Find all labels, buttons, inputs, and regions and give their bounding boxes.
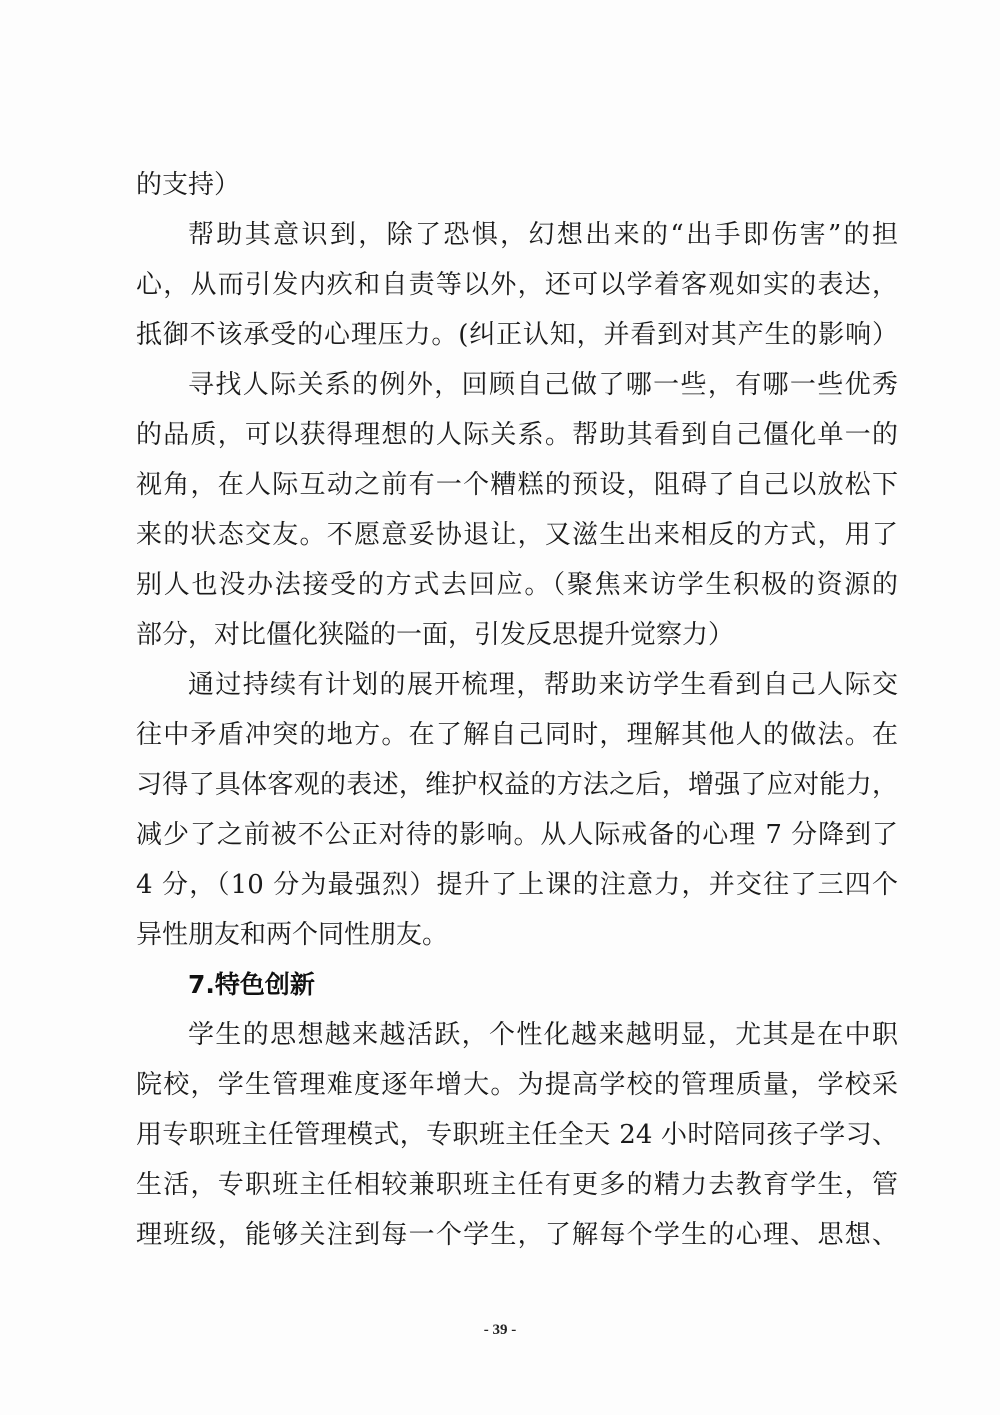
text-line: 部分，对比僵化狭隘的一面，引发反思提升觉察力） — [136, 620, 735, 650]
text-line: 习得了具体客观的表述，维护权益的方法之后，增强了应对能力， — [136, 770, 898, 800]
document-body — [136, 160, 898, 1260]
page-number: - 39 - — [483, 1322, 517, 1338]
text-line: 异性朋友和两个同性朋友。 — [136, 920, 449, 950]
text-line: 的支持） — [136, 170, 241, 200]
text-line: 帮助其意识到，除了恐惧，幻想出来的“出手即伤害”的担 — [188, 220, 898, 250]
text-line: 通过持续有计划的展开梳理，帮助来访学生看到自己人际交 — [188, 670, 898, 700]
text-line: 用专职班主任管理模式，专职班主任全天 24 小时陪同孩子学习、 — [136, 1120, 898, 1150]
text-line: 抵御不该承受的心理压力。(纠正认知，并看到对其产生的影响） — [136, 320, 898, 350]
text-line: 来的状态交友。不愿意妥协退让，又滋生出来相反的方式，用了 — [136, 520, 898, 550]
text-line: 视角，在人际互动之前有一个糟糕的预设，阻碍了自己以放松下 — [136, 470, 898, 500]
text-line: 生活，专职班主任相较兼职班主任有更多的精力去教育学生，管 — [136, 1170, 898, 1200]
text-line: 减少了之前被不公正对待的影响。从人际戒备的心理 7 分降到了 — [136, 820, 898, 850]
text-line: 寻找人际关系的例外，回顾自己做了哪一些，有哪一些优秀 — [188, 370, 898, 400]
text-line: 院校，学生管理难度逐年增大。为提高学校的管理质量，学校采 — [136, 1070, 898, 1100]
text-line: 心，从而引发内疚和自责等以外，还可以学着客观如实的表达， — [136, 270, 898, 300]
text-line: 的品质，可以获得理想的人际关系。帮助其看到自己僵化单一的 — [136, 420, 898, 450]
text-line: 4 分，（10 分为最强烈）提升了上课的注意力，并交往了三四个 — [136, 870, 898, 900]
text-line: 往中矛盾冲突的地方。在了解自己同时，理解其他人的做法。在 — [136, 720, 898, 750]
text-line: 理班级，能够关注到每一个学生，了解每个学生的心理、思想、 — [136, 1220, 898, 1250]
text-line: 别人也没办法接受的方式去回应。（聚焦来访学生积极的资源的 — [136, 570, 898, 600]
text-line: 学生的思想越来越活跃，个性化越来越明显，尤其是在中职 — [188, 1020, 898, 1050]
section-heading: 7.特色创新 — [188, 970, 315, 999]
